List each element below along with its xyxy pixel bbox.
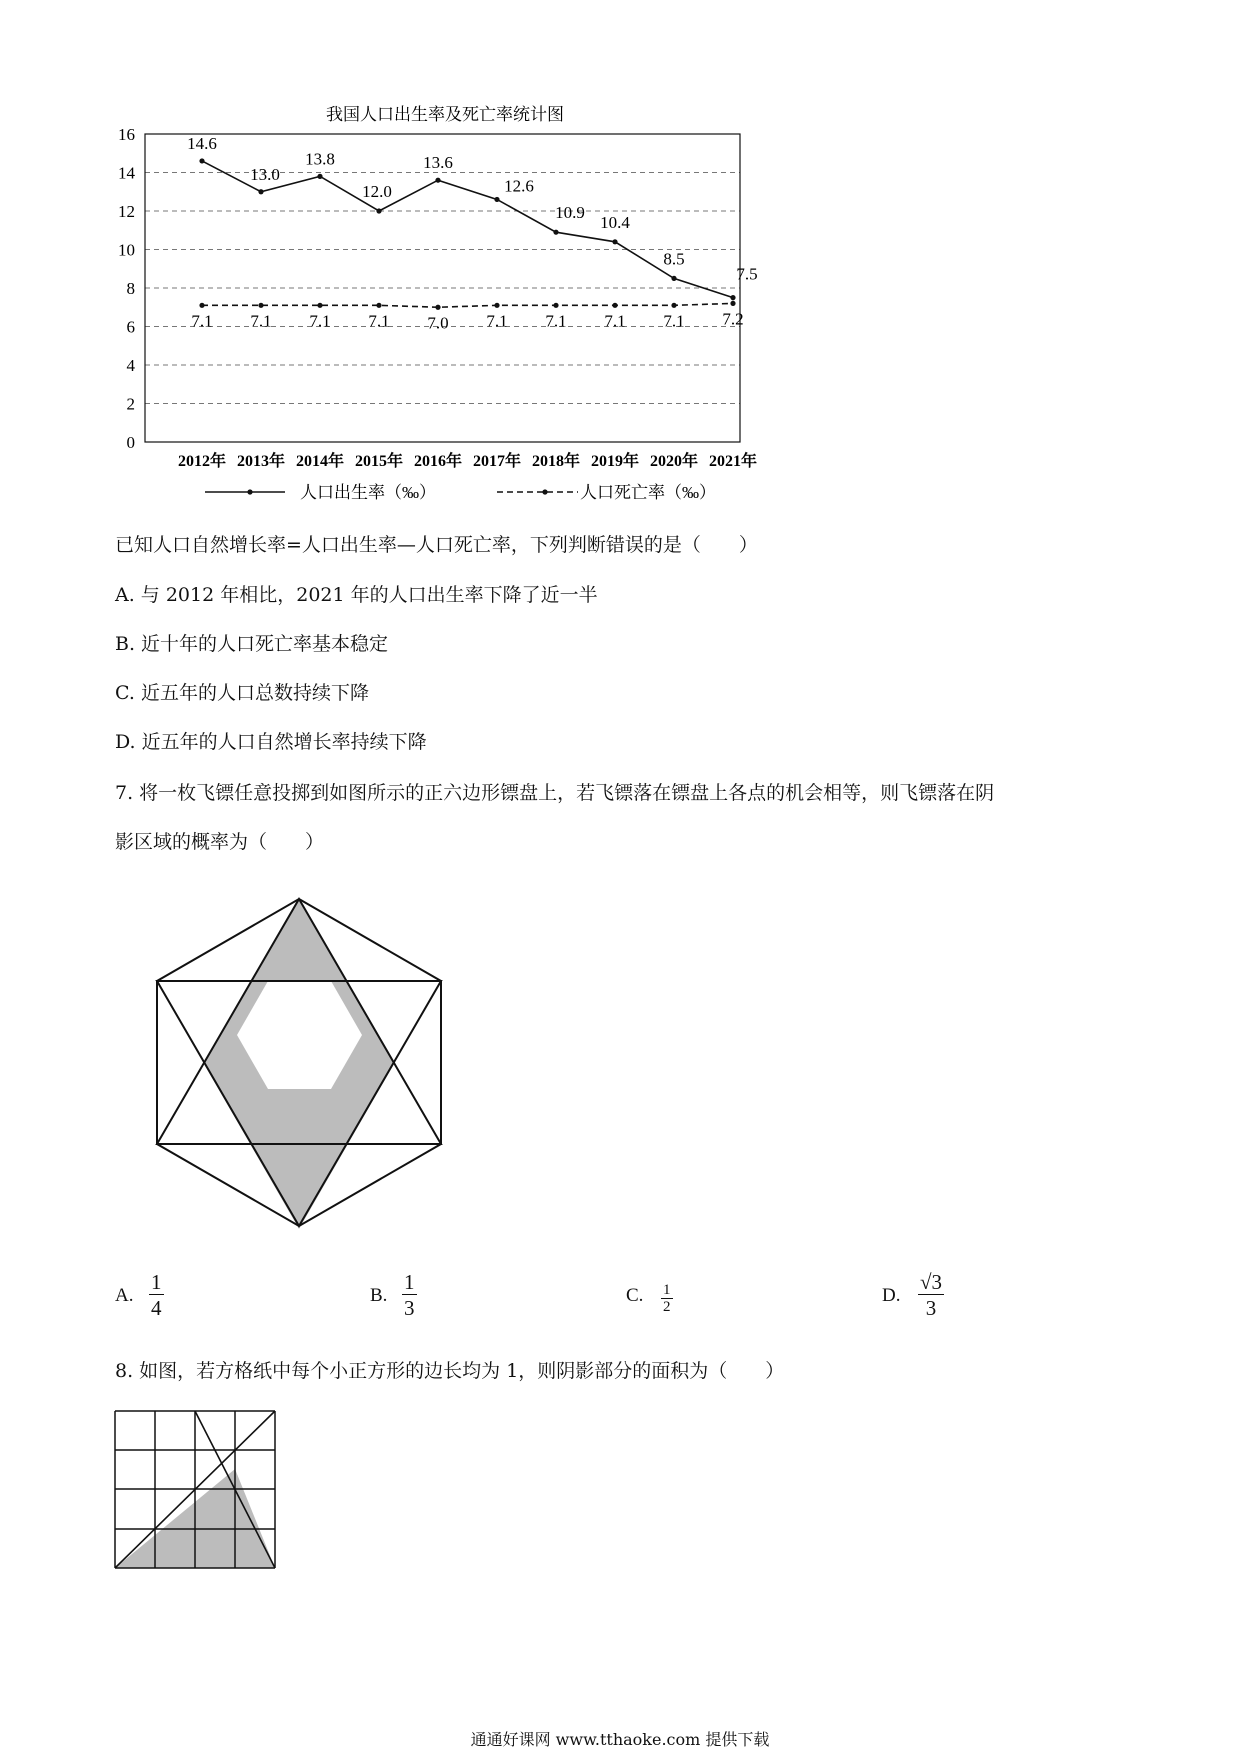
x-tick-label: 2018年 <box>531 453 581 470</box>
birth-rate-label: 8.5 <box>663 249 685 269</box>
q7-option-d-fraction[interactable]: $\frac{√3}{3}$ <box>920 1270 943 1320</box>
death-rate-label: 7.1 <box>486 311 508 331</box>
q7-option-c-fraction[interactable]: $\frac{1}{2}$ <box>663 1282 671 1315</box>
birth-rate-label: 10.4 <box>600 212 630 232</box>
x-tick-label: 2012年 <box>177 453 227 470</box>
q6-option-b[interactable]: B. 近十年的人口死亡率基本稳定 <box>115 633 389 655</box>
death-rate-point <box>317 303 322 308</box>
birth-rate-label: 14.6 <box>187 133 217 153</box>
death-rate-label: 7.2 <box>722 309 744 329</box>
x-tick-label: 2021年 <box>708 453 758 470</box>
death-rate-point <box>612 303 617 308</box>
q6-option-a[interactable]: A. 与 2012 年相比，2021 年的人口出生率下降了近一半 <box>115 584 598 606</box>
q7-option-a-fraction[interactable]: $\frac{1}{4}$ <box>151 1270 162 1320</box>
x-tick-label: 2020年 <box>649 453 699 470</box>
death-rate-label: 7.1 <box>309 311 331 331</box>
birth-rate-label: 13.0 <box>250 164 280 184</box>
death-rate-point <box>730 301 735 306</box>
death-rate-label: 7.1 <box>604 311 626 331</box>
chart-series <box>187 134 758 332</box>
birth-rate-label: 7.5 <box>736 264 758 284</box>
death-rate-label: 7.1 <box>368 311 390 331</box>
death-rate-label: 7.1 <box>191 311 213 331</box>
birth-rate-label: 13.8 <box>305 149 335 169</box>
page-footer: 通通好课网 www.tthaoke.com 提供下载 <box>470 1730 770 1749</box>
q6-option-d[interactable]: D. 近五年的人口自然增长率持续下降 <box>115 731 427 753</box>
hexagon-dartboard-figure <box>140 880 460 1230</box>
y-tick-label: 2 <box>126 394 135 414</box>
birth-rate-point <box>494 197 499 202</box>
q8-stem: 8. 如图，若方格纸中每个小正方形的边长均为 1，则阴影部分的面积为（ ） <box>115 1360 785 1382</box>
legend-birth-marker <box>247 489 252 494</box>
x-tick-label: 2017年 <box>472 453 522 470</box>
birth-rate-point <box>671 276 676 281</box>
q7-option-d-label[interactable]: D. <box>882 1285 901 1306</box>
y-axis-ticks <box>118 125 136 452</box>
legend-birth-label: 人口出生率（‰） <box>300 483 436 502</box>
death-rate-point <box>199 303 204 308</box>
legend-death-label: 人口死亡率（‰） <box>580 483 716 502</box>
x-tick-label: 2014年 <box>295 453 345 470</box>
death-rate-label: 7.0 <box>427 313 449 333</box>
death-rate-point <box>435 305 440 310</box>
legend-death-marker <box>542 489 547 494</box>
death-rate-label: 7.1 <box>545 311 567 331</box>
q7-stem-line2: 影区域的概率为（ ） <box>115 831 325 853</box>
birth-rate-point <box>376 208 381 213</box>
q7-option-b-label[interactable]: B. <box>370 1285 388 1306</box>
birth-rate-point <box>730 295 735 300</box>
birth-rate-point <box>612 239 617 244</box>
x-tick-label: 2013年 <box>236 453 286 470</box>
death-rate-label: 7.1 <box>663 311 685 331</box>
birth-rate-label: 12.6 <box>504 176 534 196</box>
population-chart <box>0 0 1240 520</box>
chart-gridlines <box>145 173 740 404</box>
birth-rate-label: 10.9 <box>555 203 585 223</box>
birth-rate-point <box>258 189 263 194</box>
death-rate-point <box>494 303 499 308</box>
q7-option-c-label[interactable]: C. <box>626 1285 644 1306</box>
death-rate-point <box>258 303 263 308</box>
y-tick-label: 14 <box>118 163 135 183</box>
q6-stem: 已知人口自然增长率=人口出生率—人口死亡率，下列判断错误的是（ ） <box>115 534 758 556</box>
y-tick-label: 12 <box>118 202 135 221</box>
y-tick-label: 8 <box>126 279 135 298</box>
birth-rate-label: 12.0 <box>362 182 392 201</box>
death-rate-label: 7.1 <box>250 311 272 331</box>
chart-title: 我国人口出生率及死亡率统计图 <box>326 105 564 124</box>
x-tick-label: 2016年 <box>413 453 463 470</box>
y-tick-label: 16 <box>118 125 135 144</box>
birth-rate-point <box>199 158 204 163</box>
birth-rate-point <box>435 178 440 183</box>
birth-rate-point <box>553 230 558 235</box>
birth-rate-label: 13.6 <box>423 153 453 173</box>
death-rate-point <box>671 303 676 308</box>
x-axis-ticks <box>178 451 757 470</box>
y-tick-label: 4 <box>126 356 135 375</box>
y-tick-label: 10 <box>118 240 135 260</box>
x-tick-label: 2019年 <box>590 453 640 470</box>
y-tick-label: 6 <box>126 317 135 337</box>
death-rate-line <box>202 303 733 307</box>
q7-option-b-fraction[interactable]: $\frac{1}{3}$ <box>404 1270 415 1320</box>
death-rate-point <box>553 303 558 308</box>
birth-rate-point <box>317 174 322 179</box>
x-tick-label: 2015年 <box>354 453 404 470</box>
q7-option-a-label[interactable]: A. <box>115 1285 134 1306</box>
death-rate-point <box>376 303 381 308</box>
birth-rate-line <box>202 161 733 298</box>
y-tick-label: 0 <box>126 433 135 452</box>
q6-option-c[interactable]: C. 近五年的人口总数持续下降 <box>115 682 369 704</box>
chart-legend <box>205 483 716 502</box>
grid-paper-figure <box>112 1408 284 1576</box>
q7-stem-line1: 7. 将一枚飞镖任意投掷到如图所示的正六边形镖盘上，若飞镖落在镖盘上各点的机会相等，则飞镖落在阴 <box>115 782 995 804</box>
